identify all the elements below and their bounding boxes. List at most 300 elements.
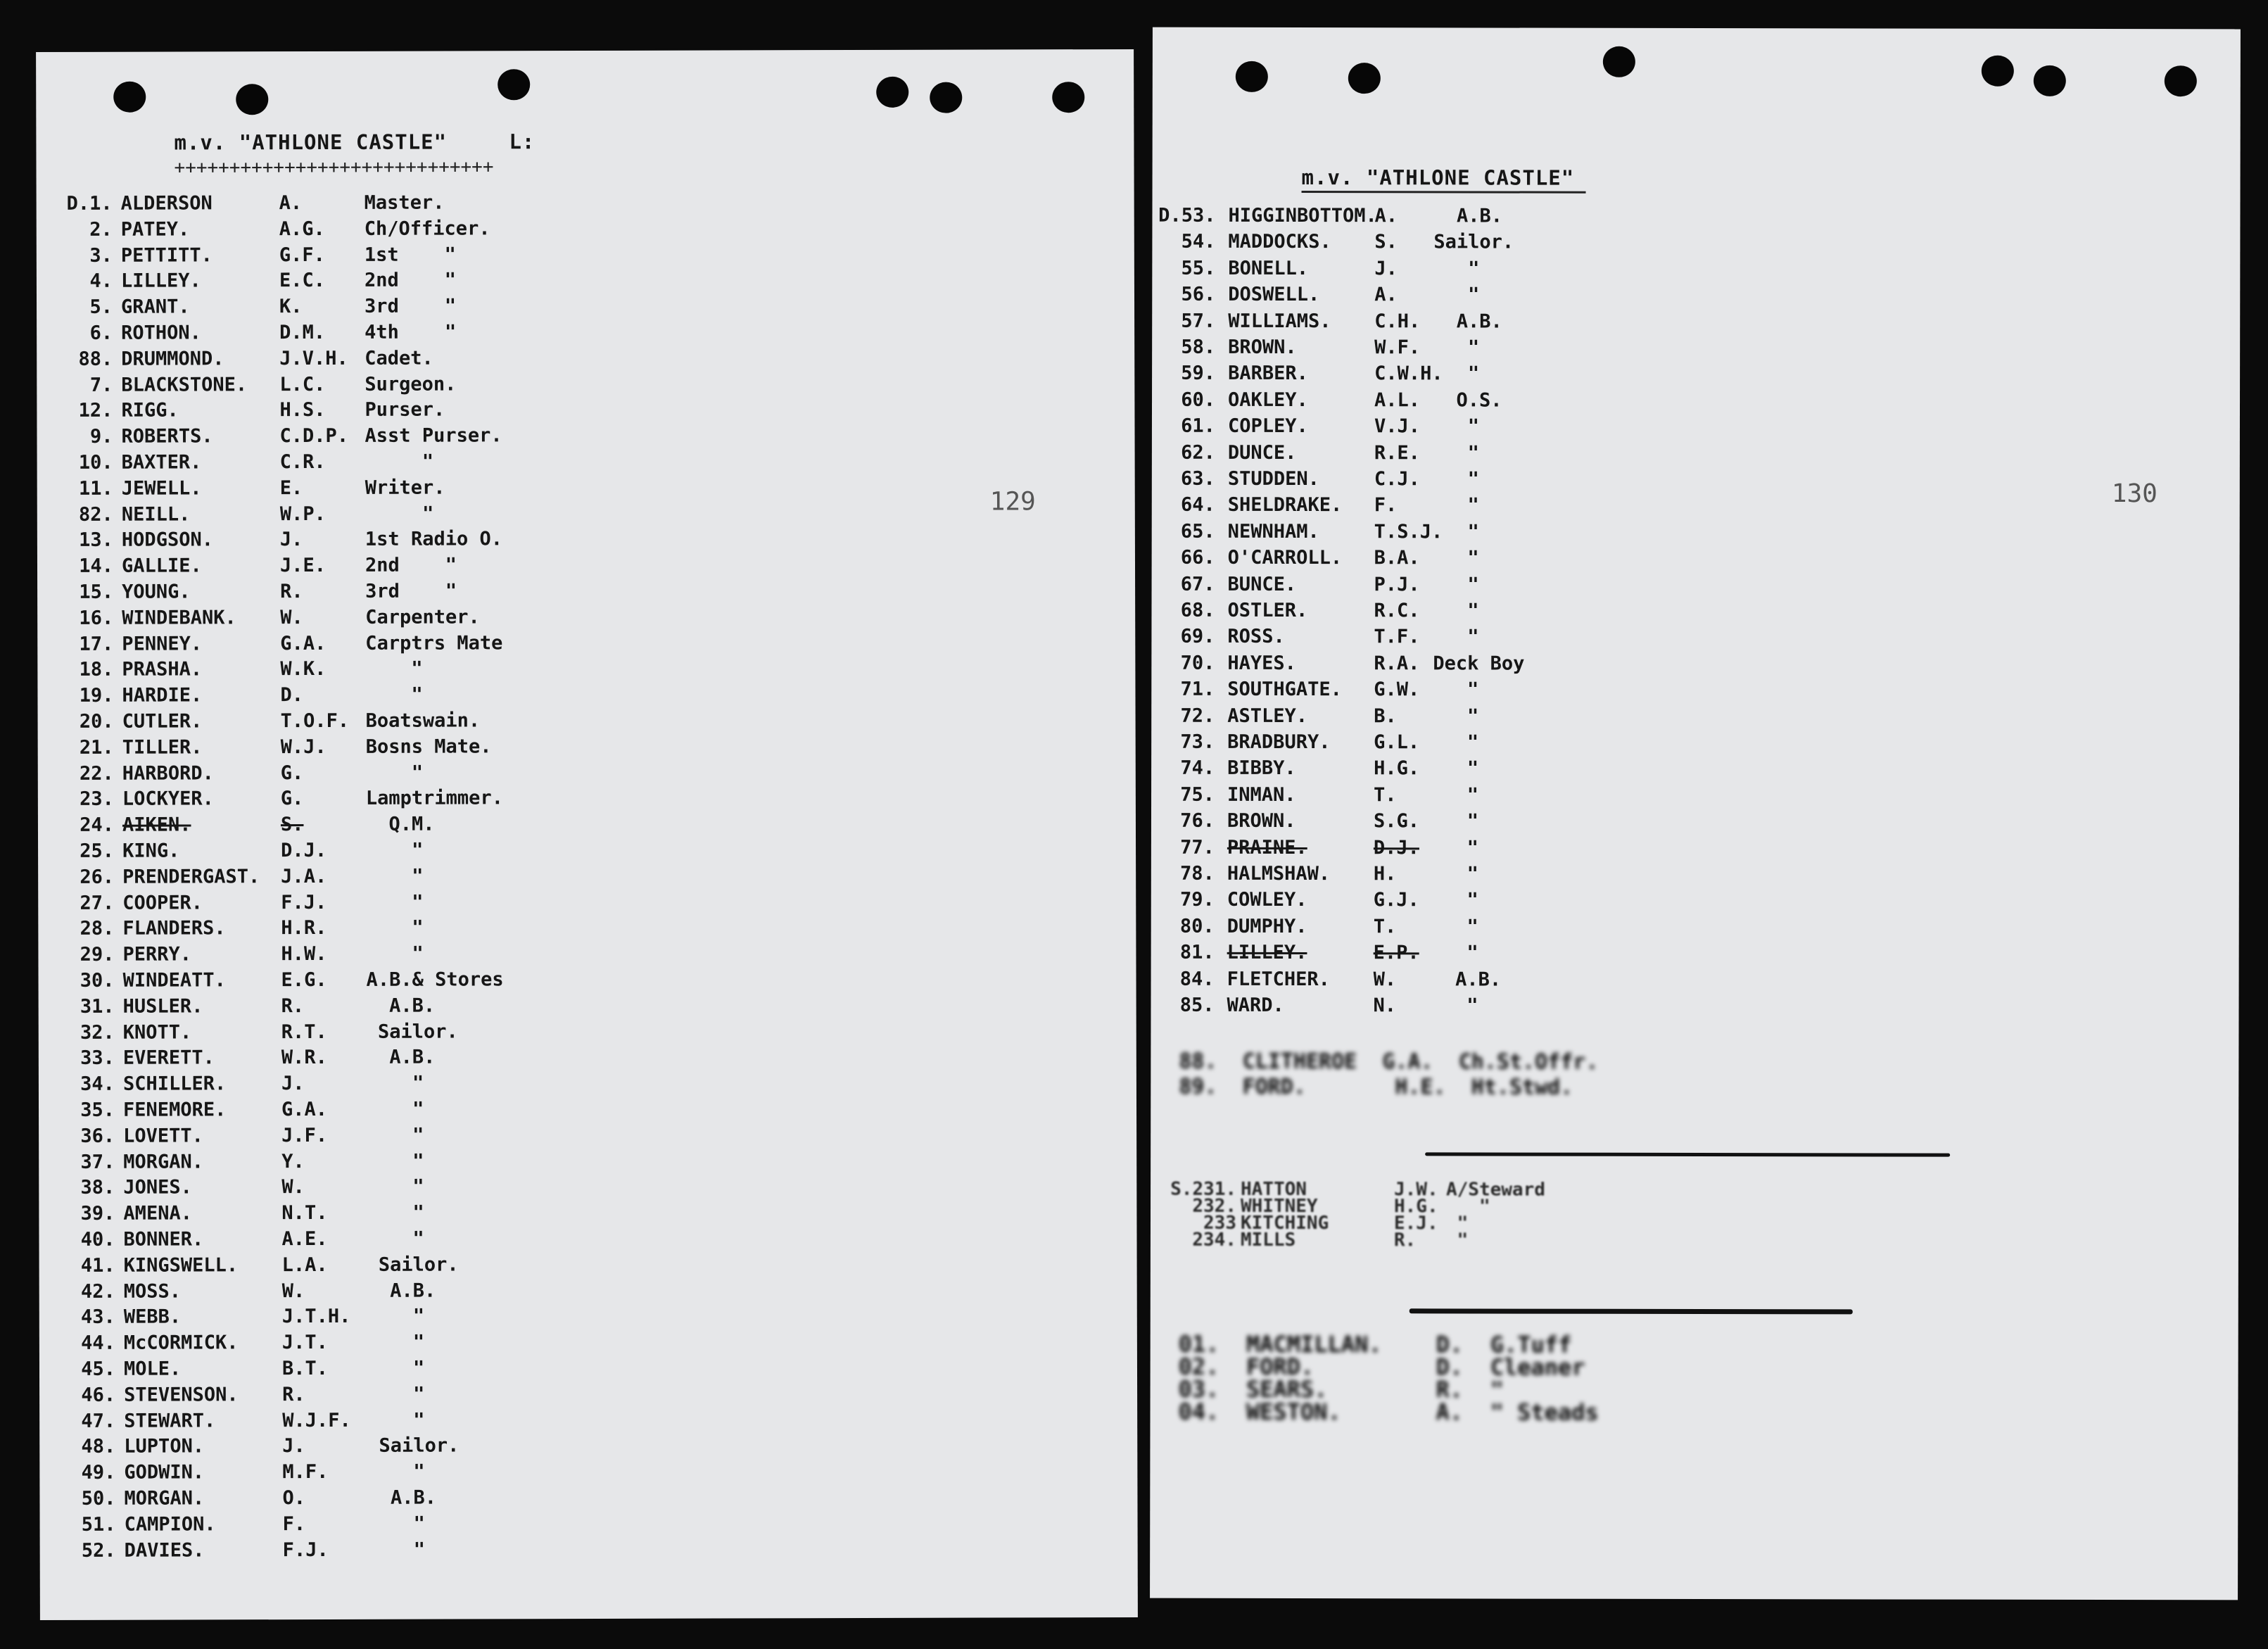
entry-number: 69. — [1180, 626, 1215, 648]
crew-row — [1151, 757, 2239, 786]
surname: ROBERTS. — [121, 425, 213, 448]
rating: " — [1433, 415, 1480, 438]
punch-hole — [1982, 56, 2014, 87]
surname: PRENDERGAST. — [122, 866, 260, 888]
crew-row — [37, 216, 1134, 246]
entry-number: 15. — [79, 581, 114, 603]
initials: J.T. — [281, 1332, 328, 1354]
crew-row — [1152, 415, 2240, 444]
entry-number: 50. — [81, 1487, 116, 1510]
crew-row — [38, 708, 1136, 738]
rating: " — [1432, 836, 1478, 859]
crew-row — [37, 320, 1134, 349]
initials: L.A. — [281, 1253, 328, 1276]
divider-line — [1409, 1308, 1853, 1314]
initials: H.G. — [1374, 757, 1420, 780]
crew-row — [37, 475, 1135, 505]
rating: " — [367, 1201, 424, 1225]
rating: Carptrs Mate — [365, 631, 503, 655]
surname: STUDDEN. — [1227, 467, 1319, 491]
surname: HALMSHAW. — [1227, 862, 1331, 885]
initials: R.E. — [1374, 441, 1420, 464]
entry-number: 25. — [80, 840, 115, 862]
crew-row — [37, 526, 1135, 556]
rating: A.B. — [366, 994, 436, 1017]
page-number: 130 — [2111, 479, 2158, 509]
rating: " — [367, 1331, 425, 1354]
crew-row — [1152, 494, 2240, 523]
initials: T.O.F. — [280, 709, 350, 733]
rating: " — [367, 1227, 424, 1250]
surname: BARBER. — [1228, 362, 1308, 385]
entry-number: 61. — [1181, 415, 1215, 437]
smudged-entry: 89. FORD. H.E. Ht.Stwd. — [1179, 1074, 1573, 1100]
crew-row — [1152, 362, 2240, 391]
initials: R.C. — [1374, 600, 1420, 622]
initials: D.J. — [1373, 836, 1419, 859]
surname: MADDOCKS. — [1228, 231, 1331, 253]
rating: Asst Purser. — [365, 424, 502, 448]
rating: " — [1433, 284, 1480, 306]
surname: AMENA. — [123, 1202, 192, 1225]
surname: BONNER. — [123, 1228, 204, 1251]
rating: Sailor. — [1433, 231, 1514, 253]
surname: PATEY. — [120, 218, 190, 241]
surname: BIBBY. — [1227, 757, 1296, 780]
punch-hole — [876, 77, 908, 108]
rating: " — [365, 683, 423, 707]
crew-row — [39, 1303, 1137, 1333]
surname: BLACKSTONE. — [121, 373, 248, 396]
crew-row — [39, 967, 1136, 997]
entry-number: 7. — [89, 374, 113, 396]
initials: O. — [282, 1487, 306, 1510]
initials: W. — [281, 1280, 305, 1302]
initials: B. — [1374, 705, 1397, 727]
crew-row — [38, 760, 1136, 790]
crew-row — [37, 605, 1135, 634]
entry-number: 65. — [1180, 520, 1215, 543]
rating: 2nd " — [365, 554, 457, 577]
crew-row — [37, 242, 1134, 272]
crew-row — [39, 1382, 1137, 1411]
surname: FLANDERS. — [122, 917, 226, 940]
entry-number: 49. — [81, 1461, 116, 1484]
entry-number: 79. — [1179, 889, 1215, 911]
entry-number: 40. — [80, 1228, 115, 1251]
entry-number: 10. — [78, 451, 113, 474]
initials: L.C. — [279, 373, 326, 396]
initials: A.G. — [279, 217, 325, 240]
crew-row — [39, 1485, 1137, 1515]
surname: HATTON — [1241, 1178, 1307, 1201]
initials: A. — [1374, 284, 1398, 306]
crew-row — [37, 631, 1135, 660]
crew-row — [38, 838, 1136, 867]
surname: MOLE. — [123, 1358, 182, 1380]
surname: ROSS. — [1227, 626, 1285, 648]
crew-row — [37, 449, 1135, 479]
initials: A. — [1374, 205, 1398, 227]
entry-number: 232. — [1192, 1195, 1237, 1217]
crew-row — [39, 1433, 1137, 1462]
crew-row — [39, 1356, 1137, 1385]
punch-hole — [113, 82, 146, 113]
entry-number: 47. — [81, 1410, 116, 1432]
initials: S. — [1374, 231, 1398, 253]
ship-title: m.v. "ATHLONE CASTLE" — [1301, 165, 1575, 190]
crew-row — [39, 1200, 1136, 1230]
entry-number: 63. — [1181, 467, 1215, 490]
rating: " — [1433, 468, 1479, 491]
surname: OAKLEY. — [1227, 388, 1308, 411]
surname: MILLS — [1240, 1229, 1296, 1251]
rating: " — [1433, 678, 1479, 701]
rating: Sailor. — [367, 1253, 459, 1276]
surname: PETTITT. — [120, 244, 213, 267]
entry-number: 4. — [89, 270, 113, 293]
entry-number: 9. — [89, 425, 113, 448]
ship-title: m.v. "ATHLONE CASTLE" — [174, 129, 448, 155]
initials: S. — [280, 814, 304, 836]
surname: CAMPION. — [124, 1513, 216, 1536]
smudged-entry: 88. CLITHEROE G.A. Ch.St.Offr. — [1179, 1049, 1599, 1075]
entry-number: 32. — [80, 1021, 115, 1044]
smudged-entry: 03. SEARS. R. " — [1178, 1375, 1504, 1403]
rating: " — [366, 1098, 424, 1120]
initials: J. — [282, 1435, 305, 1458]
surname: DUMPHY. — [1227, 915, 1307, 937]
rating: " — [1433, 521, 1479, 543]
rating: Deck Boy — [1433, 652, 1525, 675]
crew-row — [39, 1174, 1136, 1203]
rating: A.B. — [367, 1486, 437, 1509]
crew-row — [39, 1329, 1137, 1359]
entry-number: 35. — [80, 1099, 115, 1121]
surname: MORGAN. — [123, 1151, 204, 1173]
initials: J. — [279, 529, 303, 551]
initials: B.A. — [1374, 547, 1420, 569]
entry-number: 13. — [79, 529, 113, 552]
surname: WHITNEY — [1240, 1195, 1318, 1218]
surname: GRANT. — [120, 296, 190, 318]
initials: G.A. — [281, 1098, 328, 1121]
initials: E.C. — [279, 270, 326, 292]
surname: PERRY. — [122, 943, 192, 966]
surname: LOCKYER. — [122, 788, 214, 811]
initials: T.S.J. — [1374, 520, 1443, 543]
rating: A/Steward — [1446, 1179, 1545, 1201]
initials: W. — [1373, 968, 1397, 990]
crew-row — [39, 1019, 1136, 1049]
crew-row — [1152, 310, 2240, 339]
entry-number: S.231. — [1170, 1178, 1237, 1200]
initials: R.T. — [281, 1021, 327, 1043]
entry-number: 29. — [80, 943, 115, 966]
crew-row — [38, 915, 1136, 944]
smudged-entry: 04. WESTON. A. " Steads — [1178, 1398, 1599, 1426]
entry-number: 64. — [1180, 494, 1215, 517]
entry-number: 6. — [89, 322, 113, 344]
crew-row — [37, 397, 1134, 427]
rating: A.B. — [1432, 968, 1502, 991]
crew-row — [1151, 810, 2239, 839]
entry-number: 5. — [89, 296, 113, 319]
rating: A.B. — [1433, 310, 1502, 333]
rating: " — [1432, 942, 1478, 964]
initials: W.R. — [281, 1047, 327, 1069]
rating: Boatswain. — [365, 709, 481, 732]
entry-number: 71. — [1180, 678, 1215, 700]
surname: COPLEY. — [1227, 415, 1308, 438]
initials: G. — [280, 788, 304, 810]
crew-row — [1152, 205, 2240, 234]
rating: " — [365, 658, 423, 681]
punch-hole — [930, 82, 962, 113]
rating: Purser. — [365, 398, 445, 422]
surname: McCORMICK. — [123, 1332, 239, 1354]
initials: T.F. — [1374, 626, 1420, 648]
punch-hole — [2165, 65, 2197, 96]
surname: BAXTER. — [121, 451, 202, 474]
rating: O.S. — [1433, 389, 1502, 412]
rating: " — [1432, 916, 1478, 938]
initials: W.J. — [280, 735, 327, 758]
crew-row — [39, 1252, 1137, 1282]
rating: " — [367, 1460, 425, 1484]
entry-number: 52. — [81, 1539, 116, 1562]
crew-row — [1151, 652, 2239, 681]
crew-row — [1151, 994, 2238, 1023]
rating: " — [366, 865, 424, 887]
crew-row — [1151, 600, 2239, 628]
rating: Surgeon. — [365, 373, 457, 396]
surname: HARBORD. — [122, 762, 214, 785]
rating: 4th " — [365, 321, 457, 343]
entry-number: 74. — [1180, 757, 1215, 780]
crew-row — [1151, 968, 2239, 997]
entry-number: 20. — [79, 710, 114, 733]
surname: ASTLEY. — [1227, 705, 1308, 727]
crew-row — [39, 1278, 1137, 1308]
initials: T. — [1374, 783, 1397, 807]
crew-row — [38, 941, 1136, 971]
entry-number: 81. — [1179, 941, 1215, 964]
entry-number: 18. — [79, 659, 114, 681]
surname: OSTLER. — [1227, 599, 1308, 622]
surname: AIKEN. — [122, 814, 191, 836]
initials: N. — [1373, 994, 1397, 1017]
crew-row — [37, 682, 1135, 712]
initials: N.T. — [281, 1202, 328, 1225]
entry-number: 42. — [80, 1280, 115, 1303]
crew-row — [1152, 284, 2240, 312]
surname: STEWART. — [124, 1409, 216, 1432]
rating: 3rd " — [364, 295, 457, 318]
initials: D.J. — [281, 839, 327, 862]
rating: 2nd " — [364, 269, 457, 292]
surname: WINDEATT. — [122, 969, 226, 992]
surname: KING. — [122, 840, 180, 862]
entry-number: 51. — [81, 1513, 116, 1536]
crew-row — [1152, 257, 2240, 286]
initials: Y. — [281, 1150, 305, 1173]
initials: E. — [279, 476, 303, 499]
entry-number: 23. — [80, 788, 114, 811]
entry-number: 80. — [1179, 915, 1215, 937]
crew-row — [37, 267, 1134, 297]
surname: KITCHING — [1240, 1212, 1329, 1234]
rating: " — [366, 891, 424, 914]
entry-number: 66. — [1180, 546, 1215, 569]
crew-row — [37, 190, 1134, 220]
entry-number: 57. — [1181, 310, 1216, 332]
entry-number: 19. — [79, 684, 114, 707]
rating: " — [1432, 889, 1478, 911]
crew-row — [39, 993, 1136, 1023]
surname: PRASHA. — [122, 658, 203, 681]
surname: WINDEBANK. — [122, 607, 236, 629]
crew-row — [1151, 836, 2239, 865]
rating: " — [1433, 336, 1480, 359]
entry-number: 16. — [79, 607, 114, 629]
surname: ROTHON. — [121, 322, 201, 344]
initials: W.J.F. — [282, 1409, 351, 1432]
smudged-entry: 01. MACMILLAN. D. G.Tuff — [1178, 1330, 1572, 1358]
punch-hole — [498, 69, 530, 100]
rating: " — [1433, 547, 1479, 569]
crew-row — [39, 1459, 1137, 1489]
initials: W.K. — [280, 658, 327, 681]
rating: " — [365, 450, 434, 473]
crew-row — [1152, 336, 2240, 365]
surname: MOSS. — [123, 1280, 182, 1303]
surname: DAVIES. — [124, 1539, 205, 1562]
surname: KNOTT. — [122, 1021, 192, 1044]
crew-row — [1151, 863, 2239, 892]
initials: R. — [1393, 1230, 1417, 1251]
surname: KINGSWELL. — [123, 1254, 239, 1277]
surname: ALDERSON — [120, 192, 213, 215]
punch-hole — [1603, 46, 1635, 77]
entry-number: 48. — [81, 1436, 116, 1458]
surname: BUNCE. — [1227, 573, 1297, 595]
smudged-entry: 02. FORD. D. Cleaner — [1178, 1353, 1585, 1381]
surname: WARD. — [1227, 994, 1284, 1016]
rating: A.B.& Stores — [366, 968, 504, 991]
entry-number: 30. — [80, 969, 115, 992]
surname: SCHILLER. — [122, 1073, 227, 1095]
punch-hole — [236, 84, 268, 115]
surname: YOUNG. — [122, 581, 191, 603]
crew-row — [38, 811, 1136, 841]
initials: F. — [1374, 494, 1398, 517]
entry-number: 14. — [79, 555, 114, 578]
entry-number: 21. — [79, 736, 114, 759]
surname: NEWNHAM. — [1227, 520, 1319, 543]
rating: " — [367, 1175, 424, 1199]
initials: D. — [280, 684, 304, 707]
entry-number: D.53. — [1158, 204, 1216, 227]
rating: " — [1432, 863, 1478, 885]
rating: 1st Radio O. — [365, 528, 503, 551]
initials: F.J. — [281, 891, 327, 914]
entry-number: 68. — [1180, 599, 1215, 621]
crew-row — [37, 501, 1135, 531]
rating: Carpenter. — [365, 606, 480, 628]
rating: " — [1433, 757, 1479, 780]
crew-row — [39, 1070, 1136, 1100]
crew-row — [1151, 942, 2239, 971]
initials: G. — [280, 762, 304, 784]
rating: A.B. — [366, 1046, 436, 1069]
rating: " — [1433, 626, 1479, 648]
rating: Bosns Mate. — [365, 735, 492, 758]
surname: GODWIN. — [124, 1461, 205, 1484]
surname: HUSLER. — [122, 995, 203, 1018]
surname: DUNCE. — [1227, 441, 1297, 464]
surname: HODGSON. — [121, 529, 213, 552]
rating: A.B. — [1433, 205, 1503, 227]
punch-hole — [1236, 61, 1268, 92]
crew-row — [38, 734, 1136, 764]
rating: " — [367, 1305, 425, 1328]
entry-number: 59. — [1181, 362, 1216, 385]
rating: " — [367, 1539, 425, 1561]
surname: EVERETT. — [122, 1047, 215, 1070]
surname: BROWN. — [1227, 810, 1296, 833]
surname: NEILL. — [121, 503, 191, 526]
surname: HIGGINBOTTOM. — [1228, 204, 1377, 227]
initials: R. — [282, 1383, 305, 1405]
underline-crosses: +++++++++++++++++++++++++++++ — [174, 156, 494, 179]
rating: " — [367, 1409, 425, 1432]
rating: " — [366, 839, 424, 861]
punch-hole — [1052, 82, 1084, 113]
crew-row — [37, 423, 1134, 453]
rating: 1st " — [364, 244, 456, 266]
entry-number: 33. — [80, 1047, 115, 1070]
crew-row — [37, 656, 1135, 685]
rating: " — [1445, 1213, 1469, 1234]
initials: J. — [1374, 258, 1398, 280]
entry-number: 36. — [80, 1125, 115, 1147]
crew-row — [39, 1226, 1136, 1256]
punch-hole — [1348, 63, 1381, 94]
rating: Ch/Officer. — [364, 217, 490, 240]
entry-number: 26. — [80, 866, 115, 888]
initials: G.L. — [1374, 731, 1420, 754]
entry-number: 43. — [80, 1306, 115, 1329]
entry-number: 46. — [81, 1384, 116, 1406]
surname: COWLEY. — [1227, 889, 1307, 911]
crew-row — [1152, 573, 2240, 602]
entry-number: 76. — [1180, 809, 1215, 832]
surname: WEBB. — [123, 1306, 182, 1329]
crew-row — [1151, 626, 2239, 655]
crew-row — [1152, 468, 2240, 497]
initials: J.F. — [281, 1124, 328, 1146]
initials: W. — [281, 1176, 305, 1199]
entry-number: 70. — [1180, 652, 1215, 674]
surname: SHELDRAKE. — [1227, 494, 1343, 517]
surname: MORGAN. — [124, 1487, 205, 1510]
rating: " — [1433, 441, 1479, 465]
entry-number: 56. — [1181, 283, 1216, 305]
crew-row — [39, 1408, 1137, 1437]
surname: PENNEY. — [122, 633, 203, 655]
initials: J. — [281, 1073, 305, 1095]
